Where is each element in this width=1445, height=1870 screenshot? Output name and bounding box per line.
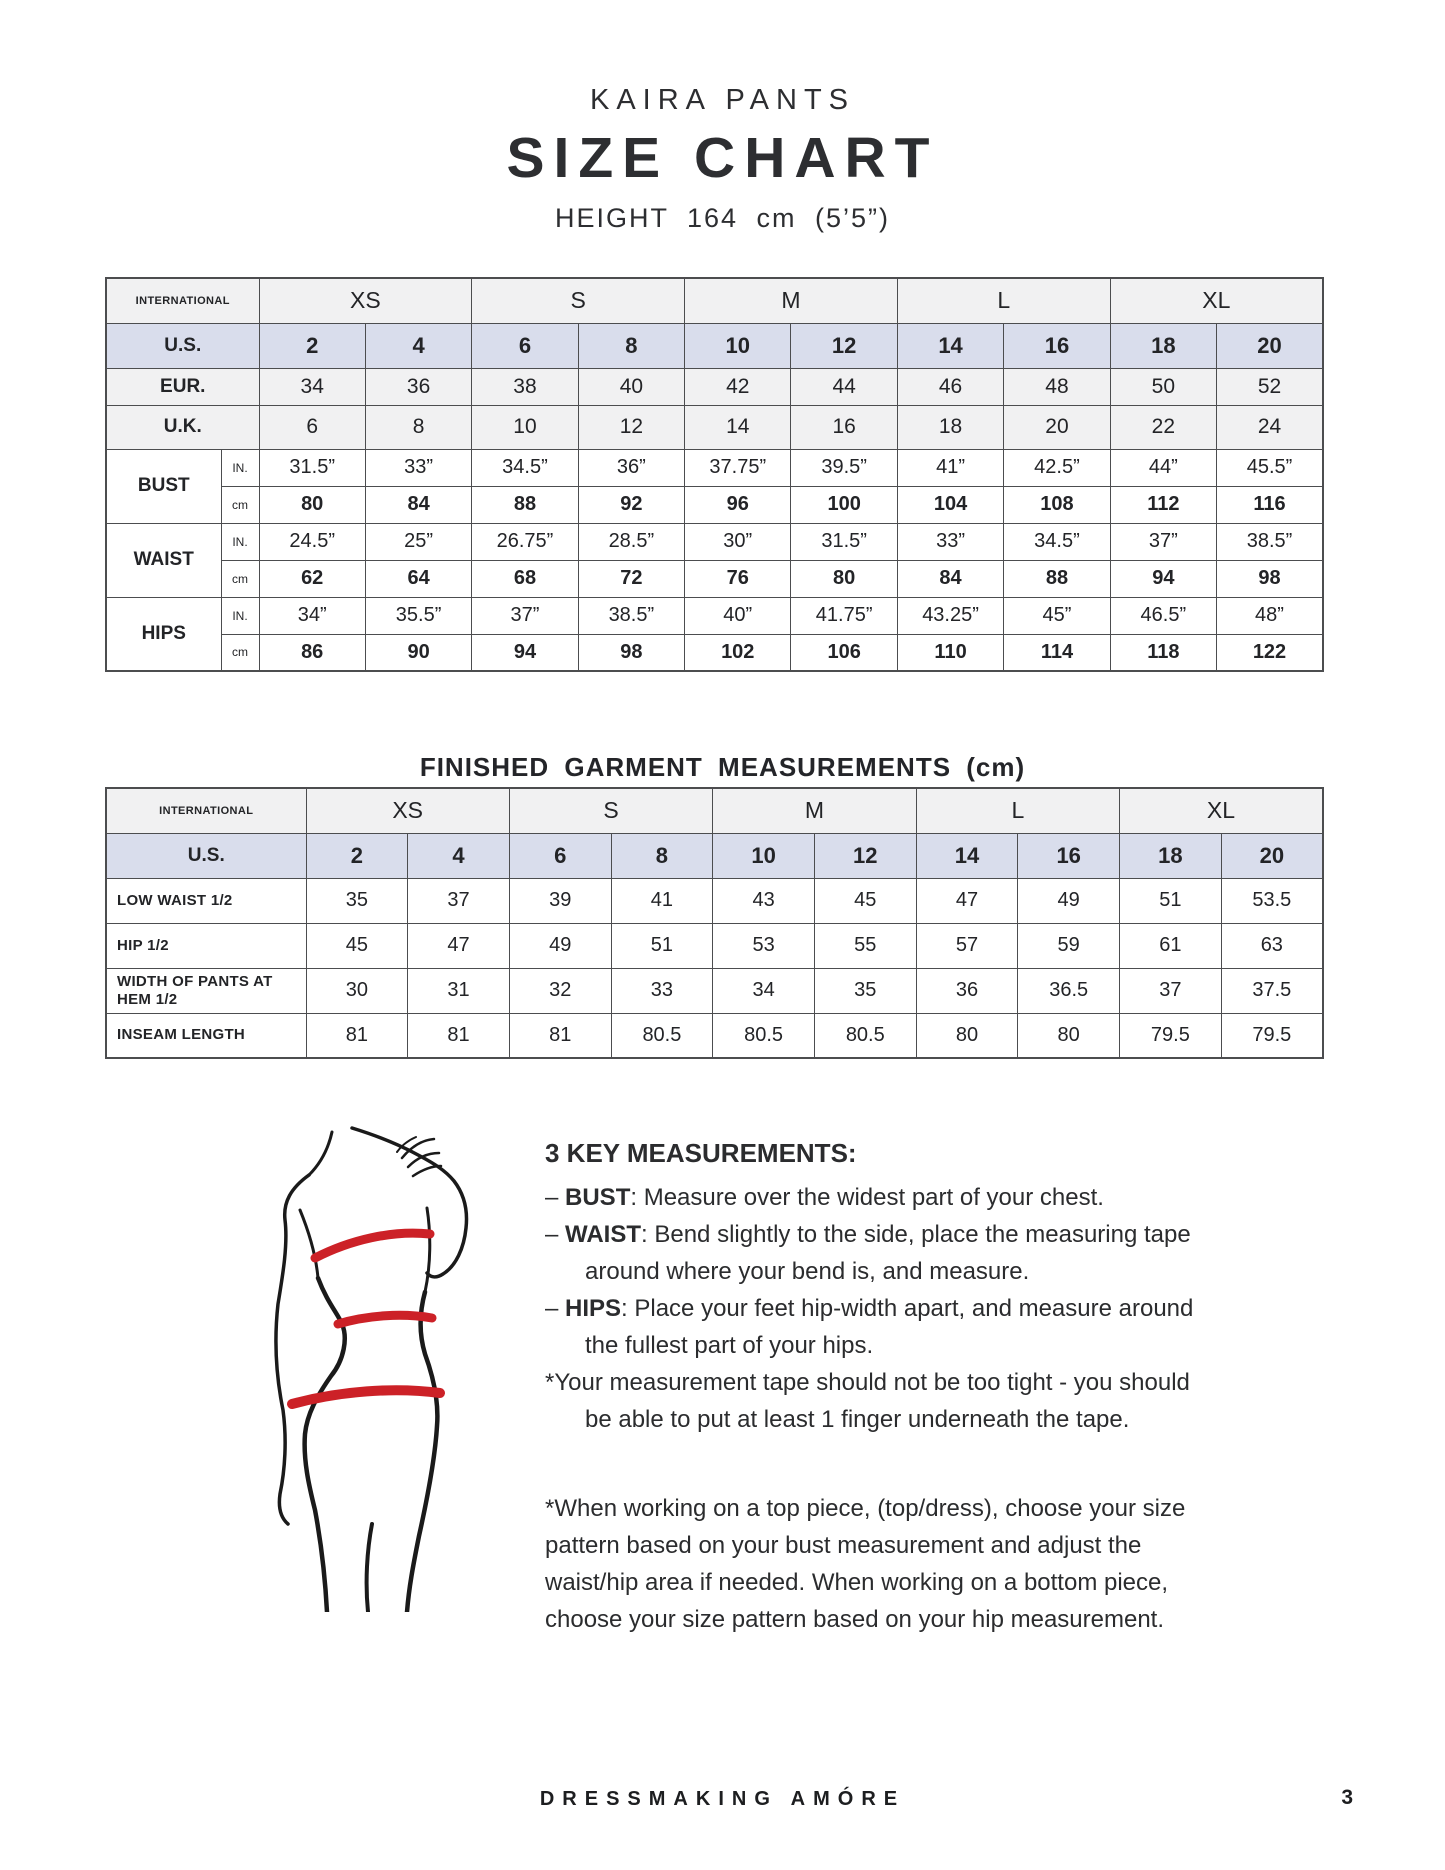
- left-arm-line: [276, 1175, 309, 1524]
- waist-in-cell: 25”: [365, 523, 471, 560]
- bust-label: BUST: [106, 449, 221, 523]
- finished-value-cell: 45: [306, 923, 408, 968]
- us-size-cell: 16: [1018, 833, 1120, 878]
- intl-size-cell: S: [509, 788, 712, 833]
- waist-cm-cell: 76: [685, 560, 791, 597]
- bust-inches-row: [106, 449, 1323, 486]
- hips-in-cell: 37”: [472, 597, 578, 634]
- waist-in-cell: 33”: [897, 523, 1003, 560]
- finished-value-cell: 80: [916, 1013, 1018, 1058]
- us-row-label: U.S.: [106, 323, 259, 368]
- hips-in-cell: 46.5”: [1110, 597, 1216, 634]
- finished-value-cell: 47: [916, 878, 1018, 923]
- finished-value-cell: 80.5: [814, 1013, 916, 1058]
- waist-cm-row: [106, 560, 1323, 597]
- hips-cm-cell: 86: [259, 634, 365, 671]
- finished-value-cell: 81: [408, 1013, 510, 1058]
- finished-table-body: [106, 788, 1323, 1058]
- us-size-cell: 4: [408, 833, 510, 878]
- product-name: KAIRA PANTS: [589, 84, 856, 116]
- international-label: INTERNATIONAL: [106, 278, 259, 323]
- uk-size-cell: 14: [685, 405, 791, 449]
- us-size-cell: 16: [1004, 323, 1110, 368]
- hips-in-cell: 35.5”: [365, 597, 471, 634]
- waist-cm-cell: 68: [472, 560, 578, 597]
- uk-size-cell: 20: [1004, 405, 1110, 449]
- finished-value-cell: 33: [611, 968, 713, 1013]
- bust-in-cell: 34.5”: [472, 449, 578, 486]
- waist-cm-cell: 72: [578, 560, 684, 597]
- bust-cm-cell: 104: [897, 486, 1003, 523]
- cm-unit-label: cm: [221, 486, 259, 523]
- body-size-chart-table: [105, 277, 1324, 672]
- eur-size-cell: 36: [365, 368, 471, 405]
- finished-row-label: HIP 1/2: [106, 923, 306, 968]
- us-size-cell: 6: [509, 833, 611, 878]
- finished-value-cell: 59: [1018, 923, 1120, 968]
- waist-tape-line: [338, 1315, 432, 1324]
- bust-cm-cell: 92: [578, 486, 684, 523]
- hips-in-cell: 48”: [1217, 597, 1323, 634]
- bust-in-cell: 31.5”: [259, 449, 365, 486]
- bust-cm-cell: 108: [1004, 486, 1110, 523]
- finished-measure-row: [106, 968, 1323, 1013]
- us-size-cell: 18: [1120, 833, 1222, 878]
- us-size-cell: 20: [1217, 323, 1323, 368]
- finished-value-cell: 61: [1120, 923, 1222, 968]
- measurement-guide: [545, 1138, 1221, 1638]
- us-size-cell: 8: [611, 833, 713, 878]
- bust-cm-cell: 116: [1217, 486, 1323, 523]
- bust-in-cell: 39.5”: [791, 449, 897, 486]
- finished-value-cell: 63: [1221, 923, 1323, 968]
- finished-value-cell: 81: [306, 1013, 408, 1058]
- finished-value-cell: 43: [713, 878, 815, 923]
- eur-size-cell: 42: [685, 368, 791, 405]
- hips-in-cell: 38.5”: [578, 597, 684, 634]
- us-row: [106, 323, 1323, 368]
- intl-size-cell: L: [916, 788, 1119, 833]
- cm-unit-label: cm: [221, 560, 259, 597]
- bust-tape-line: [315, 1233, 430, 1258]
- finished-garment-title: FINISHED GARMENT MEASUREMENTS (cm): [419, 752, 1026, 782]
- page-number: 3: [1341, 1786, 1353, 1809]
- waist-in-cell: 24.5”: [259, 523, 365, 560]
- measurement-instruction: [545, 1216, 1221, 1290]
- uk-size-cell: 8: [365, 405, 471, 449]
- finished-value-cell: 47: [408, 923, 510, 968]
- us-size-cell: 14: [897, 323, 1003, 368]
- us-size-cell: 10: [713, 833, 815, 878]
- us-size-cell: 2: [306, 833, 408, 878]
- finger-line: [413, 1166, 441, 1176]
- hips-tape-line: [292, 1390, 440, 1404]
- us-size-cell: 12: [791, 323, 897, 368]
- bust-cm-cell: 112: [1110, 486, 1216, 523]
- finished-value-cell: 79.5: [1221, 1013, 1323, 1058]
- uk-row-label: U.K.: [106, 405, 259, 449]
- international-label: INTERNATIONAL: [106, 788, 306, 833]
- body-measurement-illustration: [190, 1112, 495, 1612]
- hips-inches-row: [106, 597, 1323, 634]
- finished-garment-table: [105, 787, 1324, 1059]
- body-right-contour: [407, 1292, 437, 1612]
- inner-leg-line: [367, 1524, 372, 1612]
- waist-cm-cell: 62: [259, 560, 365, 597]
- eur-size-cell: 52: [1217, 368, 1323, 405]
- dash-bullet: –: [545, 1184, 566, 1211]
- finished-value-cell: 39: [509, 878, 611, 923]
- hips-in-cell: 40”: [685, 597, 791, 634]
- finished-value-cell: 34: [713, 968, 815, 1013]
- finished-value-cell: 79.5: [1120, 1013, 1222, 1058]
- waist-in-cell: 31.5”: [791, 523, 897, 560]
- size-selection-note: *When working on a top piece, (top/dress), choose your size pattern based on your bust measurement and adjust the waist/hip area if needed. When working on a bottom piece, choose your size pattern based on your hip measurement.: [545, 1495, 1186, 1633]
- waist-in-cell: 37”: [1110, 523, 1216, 560]
- measurement-term: WAIST: [565, 1221, 642, 1248]
- waist-cm-cell: 88: [1004, 560, 1110, 597]
- waist-in-cell: 30”: [685, 523, 791, 560]
- finished-value-cell: 36.5: [1018, 968, 1120, 1013]
- us-size-cell: 4: [365, 323, 471, 368]
- eur-size-cell: 40: [578, 368, 684, 405]
- us-size-cell: 18: [1110, 323, 1216, 368]
- finished-measure-row: [106, 878, 1323, 923]
- finished-value-cell: 32: [509, 968, 611, 1013]
- waist-label: WAIST: [106, 523, 221, 597]
- cm-unit-label: cm: [221, 634, 259, 671]
- tape-tightness-note: *Your measurement tape should not be too tight - you should be able to put at least 1 finger underneath the tape.: [545, 1369, 1190, 1433]
- dash-bullet: –: [545, 1295, 566, 1322]
- footer-brand: DRESSMAKING AMÓRE: [539, 1788, 906, 1810]
- eur-size-cell: 34: [259, 368, 365, 405]
- uk-size-cell: 16: [791, 405, 897, 449]
- intl-size-cell: XS: [259, 278, 472, 323]
- us-size-cell: 6: [472, 323, 578, 368]
- finished-value-cell: 53: [713, 923, 815, 968]
- finished-value-cell: 57: [916, 923, 1018, 968]
- bust-cm-cell: 88: [472, 486, 578, 523]
- finished-value-cell: 45: [814, 878, 916, 923]
- waist-cm-cell: 64: [365, 560, 471, 597]
- measurement-tapes: [292, 1233, 440, 1404]
- measurement-text: : Measure over the widest part of your chest.: [630, 1184, 1104, 1211]
- intl-size-cell: XL: [1120, 788, 1323, 833]
- bust-cm-cell: 84: [365, 486, 471, 523]
- dash-bullet: –: [545, 1221, 566, 1248]
- figure-outline: [276, 1128, 467, 1612]
- bust-in-cell: 41”: [897, 449, 1003, 486]
- height-note: HEIGHT 164 cm (5’5”): [554, 203, 891, 233]
- finished-value-cell: 41: [611, 878, 713, 923]
- uk-size-cell: 12: [578, 405, 684, 449]
- eur-size-cell: 48: [1004, 368, 1110, 405]
- finished-value-cell: 31: [408, 968, 510, 1013]
- hips-cm-cell: 106: [791, 634, 897, 671]
- intl-size-cell: XS: [306, 788, 509, 833]
- finished-value-cell: 49: [509, 923, 611, 968]
- bust-cm-cell: 80: [259, 486, 365, 523]
- finished-measure-row: [106, 923, 1323, 968]
- finished-value-cell: 51: [1120, 878, 1222, 923]
- finished-value-cell: 80: [1018, 1013, 1120, 1058]
- hips-cm-cell: 114: [1004, 634, 1110, 671]
- finished-value-cell: 36: [916, 968, 1018, 1013]
- us-size-cell: 14: [916, 833, 1018, 878]
- intl-size-cell: M: [685, 278, 898, 323]
- bust-in-cell: 36”: [578, 449, 684, 486]
- eur-row-label: EUR.: [106, 368, 259, 405]
- uk-row: [106, 405, 1323, 449]
- page-header: [0, 84, 1445, 234]
- hips-in-cell: 34”: [259, 597, 365, 634]
- finished-row-label: INSEAM LENGTH: [106, 1013, 306, 1058]
- hips-cm-cell: 102: [685, 634, 791, 671]
- hips-in-cell: 43.25”: [897, 597, 1003, 634]
- uk-size-cell: 22: [1110, 405, 1216, 449]
- bust-in-cell: 37.75”: [685, 449, 791, 486]
- intl-size-cell: XL: [1110, 278, 1323, 323]
- finished-value-cell: 80.5: [713, 1013, 815, 1058]
- neck-line: [309, 1132, 332, 1175]
- waist-cm-cell: 94: [1110, 560, 1216, 597]
- measurement-term: BUST: [565, 1184, 631, 1211]
- uk-size-cell: 6: [259, 405, 365, 449]
- bust-cm-row: [106, 486, 1323, 523]
- waist-inches-row: [106, 523, 1323, 560]
- waist-cm-cell: 98: [1217, 560, 1323, 597]
- finished-value-cell: 51: [611, 923, 713, 968]
- measurement-text: : Bend slightly to the side, place the measuring tape around where your bend is, and measure.: [585, 1221, 1191, 1285]
- uk-size-cell: 10: [472, 405, 578, 449]
- finished-value-cell: 49: [1018, 878, 1120, 923]
- eur-size-cell: 38: [472, 368, 578, 405]
- measurement-term: HIPS: [565, 1295, 622, 1322]
- eur-size-cell: 46: [897, 368, 1003, 405]
- eur-size-cell: 50: [1110, 368, 1216, 405]
- finished-value-cell: 35: [814, 968, 916, 1013]
- us-size-cell: 20: [1221, 833, 1323, 878]
- finished-value-cell: 53.5: [1221, 878, 1323, 923]
- hips-cm-cell: 118: [1110, 634, 1216, 671]
- inches-unit-label: IN.: [221, 449, 259, 486]
- hips-in-cell: 41.75”: [791, 597, 897, 634]
- guide-items: [545, 1179, 1221, 1364]
- finished-value-cell: 35: [306, 878, 408, 923]
- bust-in-cell: 33”: [365, 449, 471, 486]
- finished-value-cell: 37: [1120, 968, 1222, 1013]
- finished-row-label: LOW WAIST 1/2: [106, 878, 306, 923]
- measurement-text: : Place your feet hip-width apart, and measure around the fullest part of your hips.: [585, 1295, 1194, 1359]
- waist-in-cell: 38.5”: [1217, 523, 1323, 560]
- us-size-cell: 8: [578, 323, 684, 368]
- waist-in-cell: 34.5”: [1004, 523, 1110, 560]
- hips-cm-row: [106, 634, 1323, 671]
- hips-label: HIPS: [106, 597, 221, 671]
- finished-row-label: WIDTH OF PANTS AT HEM 1/2: [106, 968, 306, 1013]
- bust-cm-cell: 100: [791, 486, 897, 523]
- waist-in-cell: 26.75”: [472, 523, 578, 560]
- hips-cm-cell: 94: [472, 634, 578, 671]
- bust-in-cell: 45.5”: [1217, 449, 1323, 486]
- page-title: SIZE CHART: [506, 126, 939, 190]
- guide-heading: 3 KEY MEASUREMENTS:: [545, 1138, 857, 1168]
- finished-value-cell: 30: [306, 968, 408, 1013]
- us-size-cell: 10: [685, 323, 791, 368]
- right-inner-arm-line: [425, 1208, 430, 1292]
- size-table-body: [106, 278, 1323, 671]
- measurement-instruction: [545, 1290, 1221, 1364]
- waist-cm-cell: 80: [791, 560, 897, 597]
- hips-cm-cell: 110: [897, 634, 1003, 671]
- us-size-cell: 2: [259, 323, 365, 368]
- hips-cm-cell: 122: [1217, 634, 1323, 671]
- bust-in-cell: 42.5”: [1004, 449, 1110, 486]
- finished-value-cell: 81: [509, 1013, 611, 1058]
- us-row: [106, 833, 1323, 878]
- eur-size-cell: 44: [791, 368, 897, 405]
- finished-measure-row: [106, 1013, 1323, 1058]
- bust-in-cell: 44”: [1110, 449, 1216, 486]
- inches-unit-label: IN.: [221, 597, 259, 634]
- finished-value-cell: 55: [814, 923, 916, 968]
- bust-cm-cell: 96: [685, 486, 791, 523]
- uk-size-cell: 18: [897, 405, 1003, 449]
- international-row: [106, 788, 1323, 833]
- intl-size-cell: L: [897, 278, 1110, 323]
- waist-in-cell: 28.5”: [578, 523, 684, 560]
- measurement-instruction: [545, 1179, 1221, 1216]
- international-row: [106, 278, 1323, 323]
- us-size-cell: 12: [814, 833, 916, 878]
- us-row-label: U.S.: [106, 833, 306, 878]
- finished-value-cell: 37: [408, 878, 510, 923]
- hips-cm-cell: 98: [578, 634, 684, 671]
- finished-value-cell: 37.5: [1221, 968, 1323, 1013]
- left-underarm-line: [300, 1210, 318, 1278]
- eur-row: [106, 368, 1323, 405]
- inches-unit-label: IN.: [221, 523, 259, 560]
- finished-value-cell: 80.5: [611, 1013, 713, 1058]
- hips-in-cell: 45”: [1004, 597, 1110, 634]
- intl-size-cell: M: [713, 788, 916, 833]
- uk-size-cell: 24: [1217, 405, 1323, 449]
- intl-size-cell: S: [472, 278, 685, 323]
- hips-cm-cell: 90: [365, 634, 471, 671]
- waist-cm-cell: 84: [897, 560, 1003, 597]
